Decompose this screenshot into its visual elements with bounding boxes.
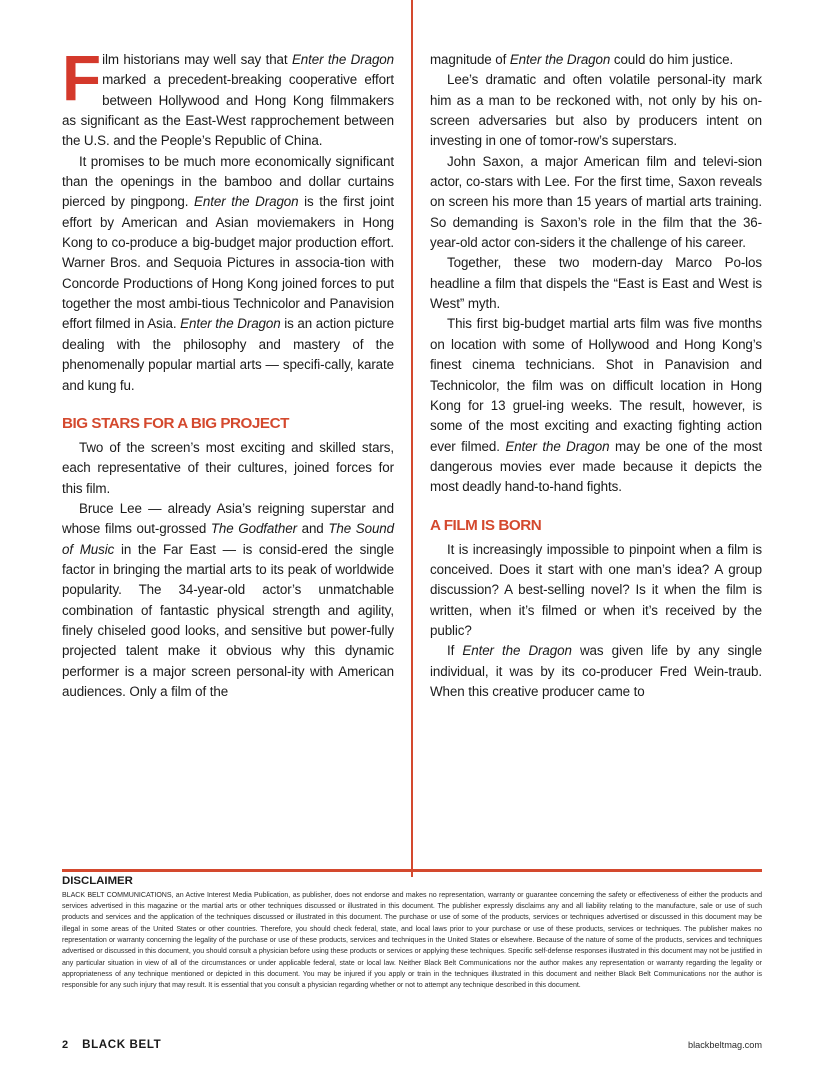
disclaimer-text: BLACK BELT COMMUNICATIONS, an Active Interest Media Publication, as publisher, does not endorse and makes no representation, warranty or guarantee concerning the safety or effectiveness of either the products and services advertised in this magazine or the martial arts or other techniques discussed or illustrated in this document. The publisher expressly disclaims any and all liability relating to the manufacture, sale or use of such products and services and the application of the techniques discussed or illustrated in this document. The purchase or use of some of the products, services or techniques advertised or discussed in this document may be illegal in some areas of the United States or other countries. Therefore, you should check federal, state, and local laws prior to your purchase or use of these products, services or techniques. The publisher makes no representation or warranty concerning the legality of the purchase or use of these products, services and techniques in the United States or elsewhere. Because of the nature of some of the products, services and techniques advertised or discussed in this document, you should consult a physician before using these products or services or applying these techniques. Specific self-defense responses illustrated in this document may not be justified in any particular situation in view of all of the circumstances or under applicable federal, state or local law. Neither Black Belt Communications nor the author makes any representation or warranty regarding the legality or appropriateness of any technique mentioned or depicted in this document. You may be injured if you apply or train in the techniques illustrated in this document and neither Black Belt Communications nor the author is responsible for any such injury that may result. It is essential that you consult a physician regarding whether or not to attempt any technique described in this document. xyxy=(62,891,762,990)
paragraph-right-5-text-a: This first big-budget martial arts film was five months on location with some of Hollywood and Hong Kong’s finest cinema technicians. Shot in Panavision and Technicolor, the film was on difficult location in Hong Kong for 13 gruel-ing weeks. The result, however, is some of the most exciting and exacting fighting action ever filmed. xyxy=(430,316,762,454)
disclaimer-block xyxy=(62,869,762,992)
disclaimer-top-rule xyxy=(62,869,762,872)
paragraph-left-1-text-a: ilm historians may well say that xyxy=(102,52,292,67)
paragraph-right-5-text-b: may be one of the most dangerous movies ever made because it depicts the most deadly hand-to-hand fights. xyxy=(430,438,762,495)
article-column-left xyxy=(62,42,394,702)
page-footer xyxy=(62,1038,762,1058)
paragraph-left-4-text-b: and xyxy=(296,521,329,537)
spacer xyxy=(62,396,394,414)
article-column-right xyxy=(430,50,762,702)
paragraph-right-3: John Saxon, a major American film and televi-sion actor, co-stars with Lee. For the first time, Saxon reveals on screen his more than 15 years of martial arts training. So demanding is Saxon’s role in the film that the 36-year-old actor con-siders it the challenge of his career. xyxy=(430,153,762,251)
paragraph-right-1 xyxy=(430,50,762,70)
paragraph-left-4-text-c: in the Far East — is consid-ered the single factor in bringing the martial arts to its peak of worldwide popularity. The 34-year-old actor’s unmatchable combination of fantastic physical strength and agility, finely chiseled good looks, and sensitive but power-fully projected talent make it obvious why this dynamic performer is a major screen personal-ity with American audiences. Only a film of the xyxy=(62,541,394,699)
film-title-enter-the-dragon: Enter the Dragon xyxy=(509,52,611,67)
article-body xyxy=(62,42,762,862)
disclaimer-title: DISCLAIMER xyxy=(62,874,133,887)
footer-website-url[interactable]: blackbeltmag.com xyxy=(687,1040,762,1050)
paragraph-right-7-text-a: If xyxy=(447,643,463,659)
film-title-enter-the-dragon: Enter the Dragon xyxy=(291,52,394,67)
paragraph-right-5 xyxy=(430,314,762,497)
paragraph-left-1 xyxy=(62,42,394,152)
film-title-enter-the-dragon: Enter the Dragon xyxy=(505,438,610,454)
footer-brand-name: BLACK BELT xyxy=(82,1038,162,1051)
film-title-enter-the-dragon: Enter the Dragon xyxy=(462,643,572,659)
film-title-enter-the-dragon: Enter the Dragon xyxy=(194,194,299,210)
paragraph-left-2 xyxy=(62,152,394,396)
film-title-the-sound-of-music: The Sound of Music xyxy=(62,521,394,557)
paragraph-right-1-text-b: could do him justice. xyxy=(610,52,734,67)
footer-page-number: 2 xyxy=(62,1039,69,1051)
paragraph-right-7 xyxy=(430,641,762,702)
film-title-enter-the-dragon: Enter the Dragon xyxy=(180,316,281,332)
paragraph-right-1-text-a: magnitude of xyxy=(430,52,510,67)
paragraph-left-2-text-a: It promises to be much more economically significant than the openings in the bamboo and dollar curtains pierced by pingpong. xyxy=(62,153,394,210)
paragraph-left-2-text-b: is the first joint effort by American and Asian moviemakers in Hong Kong to co-produce a big-budget major production effort. Warner Bros. and Sequoia Pictures in associa-tion with Concorde Productions of Hong Kong joined forces to put together the most ambi-tious Technicolor and Panavision effort filmed in Asia. xyxy=(62,194,394,332)
paragraph-left-2-text-c: is an action picture dealing with the philosophy and mastery of the phenomenally popular martial arts — specifi-cally, karate and kung fu. xyxy=(62,316,394,393)
paragraph-right-4: Together, these two modern-day Marco Po-los headline a film that dispels the “East is East and West is West” myth. xyxy=(430,255,762,312)
section-heading-big-stars: BIG STARS FOR A BIG PROJECT xyxy=(62,414,289,432)
section-heading-a-film-is-born: A FILM IS BORN xyxy=(430,516,542,534)
film-title-the-godfather: The Godfather xyxy=(210,521,297,537)
paragraph-left-4-text-a: Bruce Lee — already Asia’s reigning superstar and whose films out-grossed xyxy=(62,500,394,537)
paragraph-left-1-text-b: marked a precedent-breaking cooperative effort between Hollywood and Hong Kong filmmakers as significant as the East-West rapprochement between the U.S. and the People’s Republic of China. xyxy=(62,72,394,149)
paragraph-right-6: It is increasingly impossible to pinpoint when a film is conceived. Does it start with one man’s idea? A group discussion? A best-selling novel? Is it when the film is written, when it’s filmed or when it’s received by the public? xyxy=(430,541,762,638)
drop-cap-letter: F xyxy=(62,42,101,114)
paragraph-right-7-text-b: was given life by any single individual, it was by its co-producer Fred Wein-traub. When this creative producer came to xyxy=(430,643,762,699)
paragraph-left-4 xyxy=(62,499,394,702)
paragraph-left-3: Two of the screen’s most exciting and skilled stars, each representative of their cultures, joined forces for this film. xyxy=(62,439,394,496)
footer-left-group xyxy=(62,1038,161,1051)
paragraph-right-2: Lee’s dramatic and often volatile personal-ity mark him as a man to be reckoned with, not only by his on-screen adversaries but also by producers intent on investing in one of tomor-row’s superstars. xyxy=(430,72,762,149)
spacer xyxy=(430,498,762,516)
